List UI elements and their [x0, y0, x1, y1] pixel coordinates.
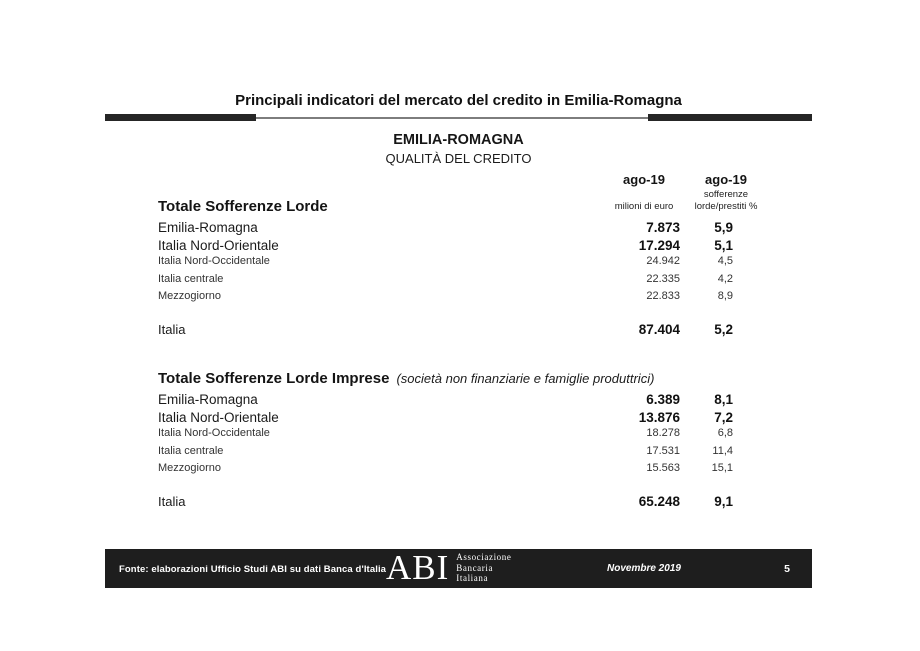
table2-title-note: (società non finanziarie e famiglie produttrici) — [396, 371, 655, 386]
row-value-ratio: 4,2 — [717, 272, 733, 285]
row-value-ratio: 11,4 — [712, 444, 733, 457]
header-divider-left-bar — [105, 114, 256, 121]
row-label: Italia Nord-Orientale — [158, 237, 279, 253]
table-row — [158, 392, 735, 410]
table2 — [158, 392, 735, 512]
table-row — [158, 238, 735, 256]
page-number: 5 — [784, 563, 790, 575]
row-value-ratio: 9,1 — [714, 494, 733, 509]
abi-logo-text: ABI — [386, 548, 450, 587]
abi-logo-caption — [456, 552, 511, 584]
table-row — [158, 427, 735, 445]
table-row — [158, 220, 735, 238]
row-value-millions: 15.563 — [646, 462, 680, 474]
row-value-ratio: 8,1 — [714, 392, 733, 407]
column2-period-header: ago-19 — [705, 172, 747, 187]
row-label: Italia centrale — [158, 444, 224, 457]
row-value-ratio: 5,1 — [714, 237, 733, 253]
abi-logo — [386, 548, 512, 587]
column1-unit: milioni di euro — [614, 201, 674, 212]
row-value-millions: 18.278 — [646, 427, 680, 439]
column2-unit-line2: lorde/prestiti % — [694, 201, 758, 212]
table-row — [158, 462, 735, 480]
row-value-millions: 7.873 — [646, 220, 680, 235]
page-title: Principali indicatori del mercato del credito in Emilia-Romagna — [235, 92, 682, 109]
source-note: Fonte: elaborazioni Ufficio Studi ABI su dati Banca d'Italia — [119, 564, 387, 575]
row-label: Italia Nord-Orientale — [158, 409, 279, 425]
row-label: Mezzogiorno — [158, 462, 221, 474]
row-value-ratio: 5,9 — [714, 220, 733, 235]
column1-period-header: ago-19 — [623, 172, 665, 187]
row-label: Emilia-Romagna — [158, 220, 258, 235]
footer-bar — [105, 549, 812, 588]
footer-date: Novembre 2019 — [607, 563, 681, 574]
row-value-ratio: 7,2 — [714, 409, 733, 425]
table-row — [158, 410, 735, 428]
table-row — [158, 273, 735, 291]
header-divider-right-bar — [648, 114, 812, 121]
row-value-ratio: 4,5 — [717, 255, 733, 267]
row-value-millions: 13.876 — [638, 409, 680, 425]
row-value-ratio: 5,2 — [714, 322, 733, 337]
row-label: Emilia-Romagna — [158, 392, 258, 407]
table2-title-text: Totale Sofferenze Lorde Imprese — [158, 370, 390, 387]
row-label: Italia — [158, 494, 186, 509]
row-label: Mezzogiorno — [158, 290, 221, 302]
row-label: Italia Nord-Occidentale — [158, 255, 270, 267]
row-value-millions: 17.531 — [646, 444, 680, 457]
abi-logo-caption-line1: Associazione — [456, 552, 512, 563]
row-value-millions: 22.335 — [646, 272, 680, 285]
column2-unit-line1: sofferenze — [703, 189, 749, 200]
region-heading: EMILIA-ROMAGNA — [393, 132, 524, 148]
row-value-millions: 87.404 — [638, 322, 680, 337]
table-row — [158, 255, 735, 273]
row-value-ratio: 8,9 — [717, 290, 733, 302]
row-value-millions: 24.942 — [646, 255, 680, 267]
row-value-ratio: 15,1 — [711, 462, 733, 474]
abi-logo-caption-line2: Bancaria — [456, 562, 494, 573]
row-label: Italia — [158, 322, 186, 337]
row-value-ratio: 6,8 — [717, 427, 733, 439]
abi-logo-caption-line3: Italiana — [456, 573, 489, 584]
table2-title — [158, 370, 654, 387]
table-total-row — [158, 494, 735, 512]
table1 — [158, 220, 735, 340]
row-value-millions: 17.294 — [638, 237, 680, 253]
table-row — [158, 290, 735, 308]
row-value-millions: 6.389 — [646, 392, 680, 407]
table-row — [158, 445, 735, 463]
row-value-millions: 22.833 — [646, 290, 680, 302]
table-total-row — [158, 322, 735, 340]
row-value-millions: 65.248 — [638, 494, 680, 509]
row-label: Italia Nord-Occidentale — [158, 427, 270, 439]
table1-title: Totale Sofferenze Lorde — [158, 198, 328, 215]
subheading: QUALITÀ DEL CREDITO — [385, 151, 532, 166]
row-label: Italia centrale — [158, 272, 224, 285]
